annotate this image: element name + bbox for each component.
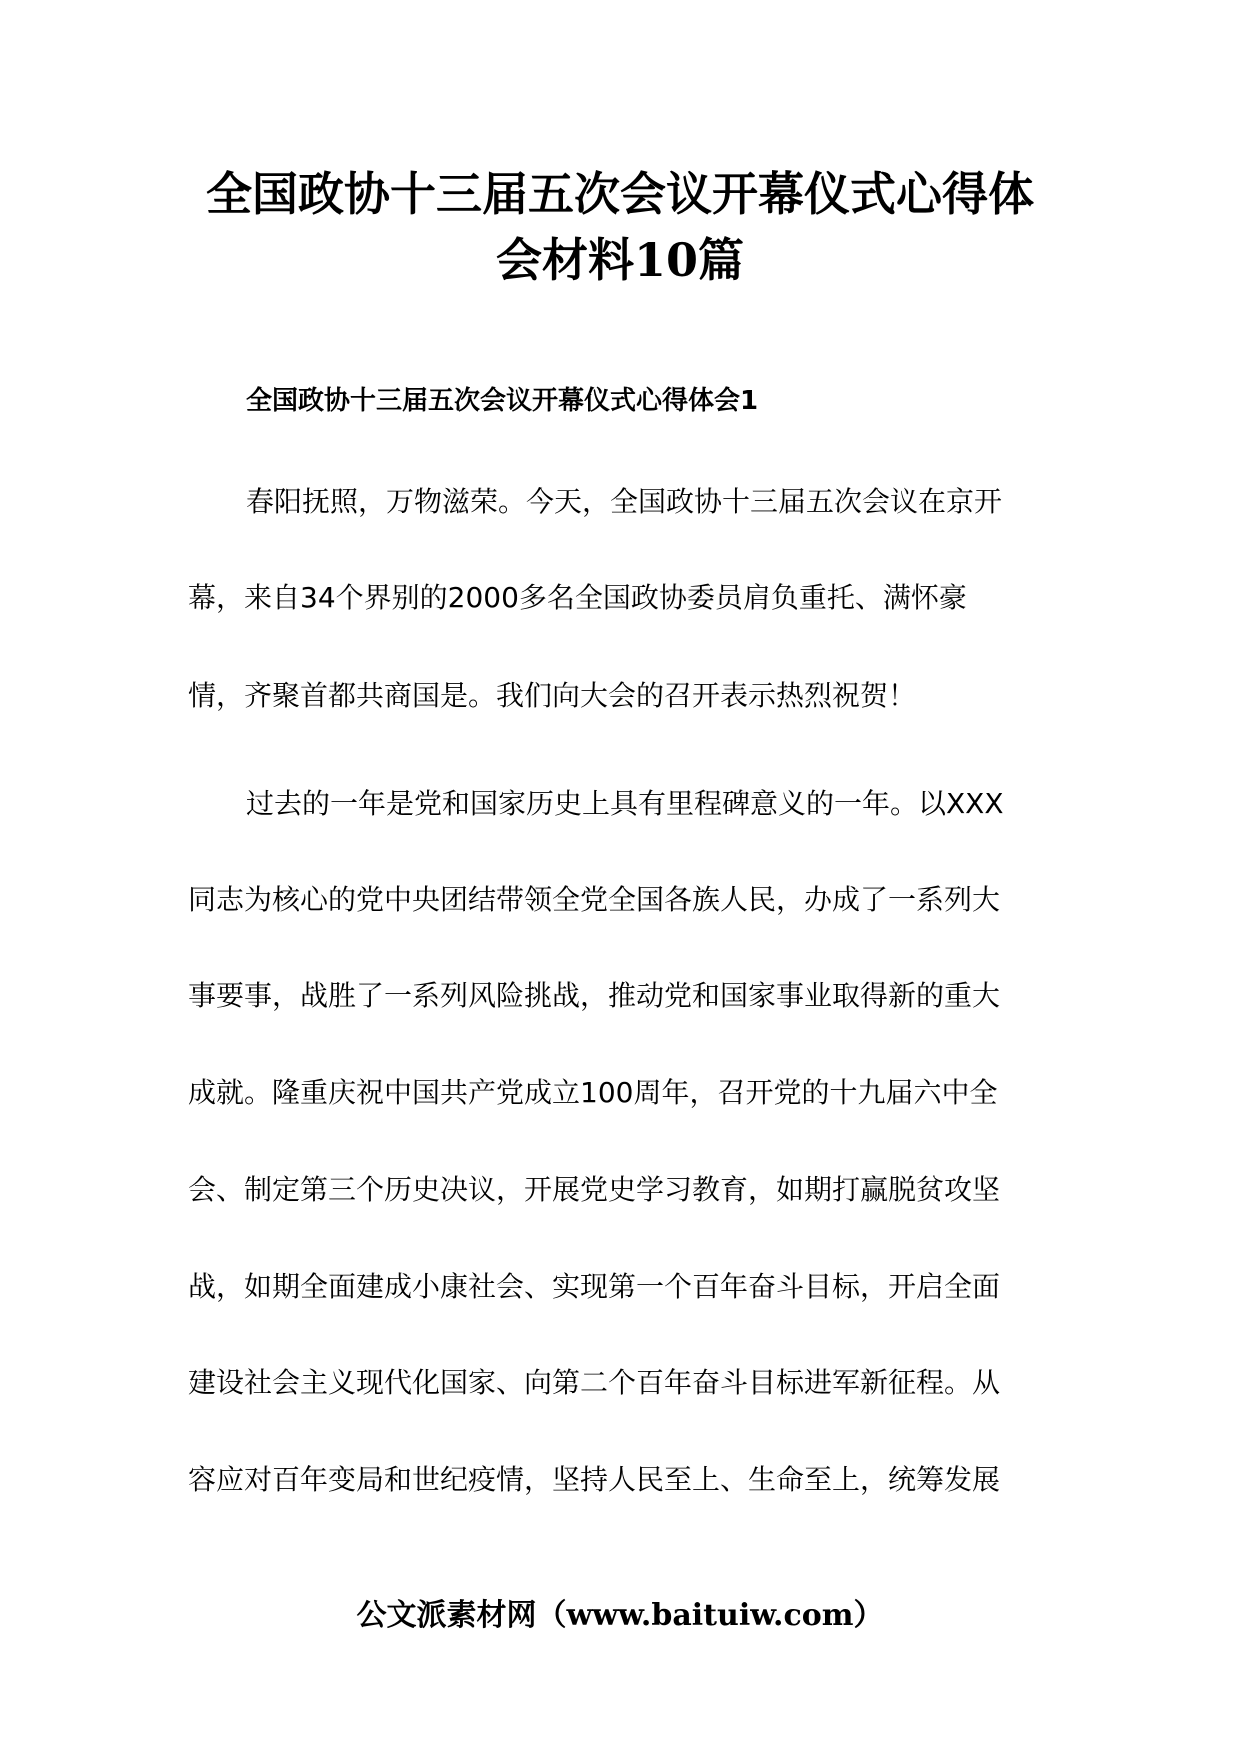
paragraph-2-line-4: 成就。隆重庆祝中国共产党成立100周年，召开党的十九届六中全 <box>188 1076 998 1109</box>
document-title-line-2: 会材料10篇 <box>495 233 744 287</box>
paragraph-2-line-8: 容应对百年变局和世纪疫情，坚持人民至上、生命至上，统筹发展 <box>188 1463 1001 1496</box>
paragraph-2-line-6: 战，如期全面建成小康社会、实现第一个百年奋斗目标，开启全面 <box>188 1270 1001 1303</box>
paragraph-1-line-3: 情，齐聚首都共商国是。我们向大会的召开表示热烈祝贺！ <box>188 679 917 712</box>
paragraph-2-line-2: 同志为核心的党中央团结带领全党全国各族人民，办成了一系列大 <box>188 883 1001 916</box>
footer-watermark-text: 公文派素材网（www.baituiw.com） <box>356 1598 884 1633</box>
paragraph-2-line-7: 建设社会主义现代化国家、向第二个百年奋斗目标进军新征程。从 <box>188 1366 1001 1399</box>
paragraph-1-line-1: 春阳抚照，万物滋荣。今天，全国政协十三届五次会议在京开 <box>246 485 1003 518</box>
document-title-line-1: 全国政协十三届五次会议开幕仪式心得体 <box>206 167 1034 221</box>
section-heading: 全国政协十三届五次会议开幕仪式心得体会1 <box>246 386 759 416</box>
paragraph-1-line-2: 幕，来自34个界别的2000多名全国政协委员肩负重托、满怀豪 <box>188 581 967 614</box>
paragraph-2-line-3: 事要事，战胜了一系列风险挑战，推动党和国家事业取得新的重大 <box>188 979 1001 1012</box>
paragraph-2-line-1: 过去的一年是党和国家历史上具有里程碑意义的一年。以XXX <box>246 787 1004 820</box>
paragraph-2-line-5: 会、制定第三个历史决议，开展党史学习教育，如期打赢脱贫攻坚 <box>188 1173 1001 1206</box>
